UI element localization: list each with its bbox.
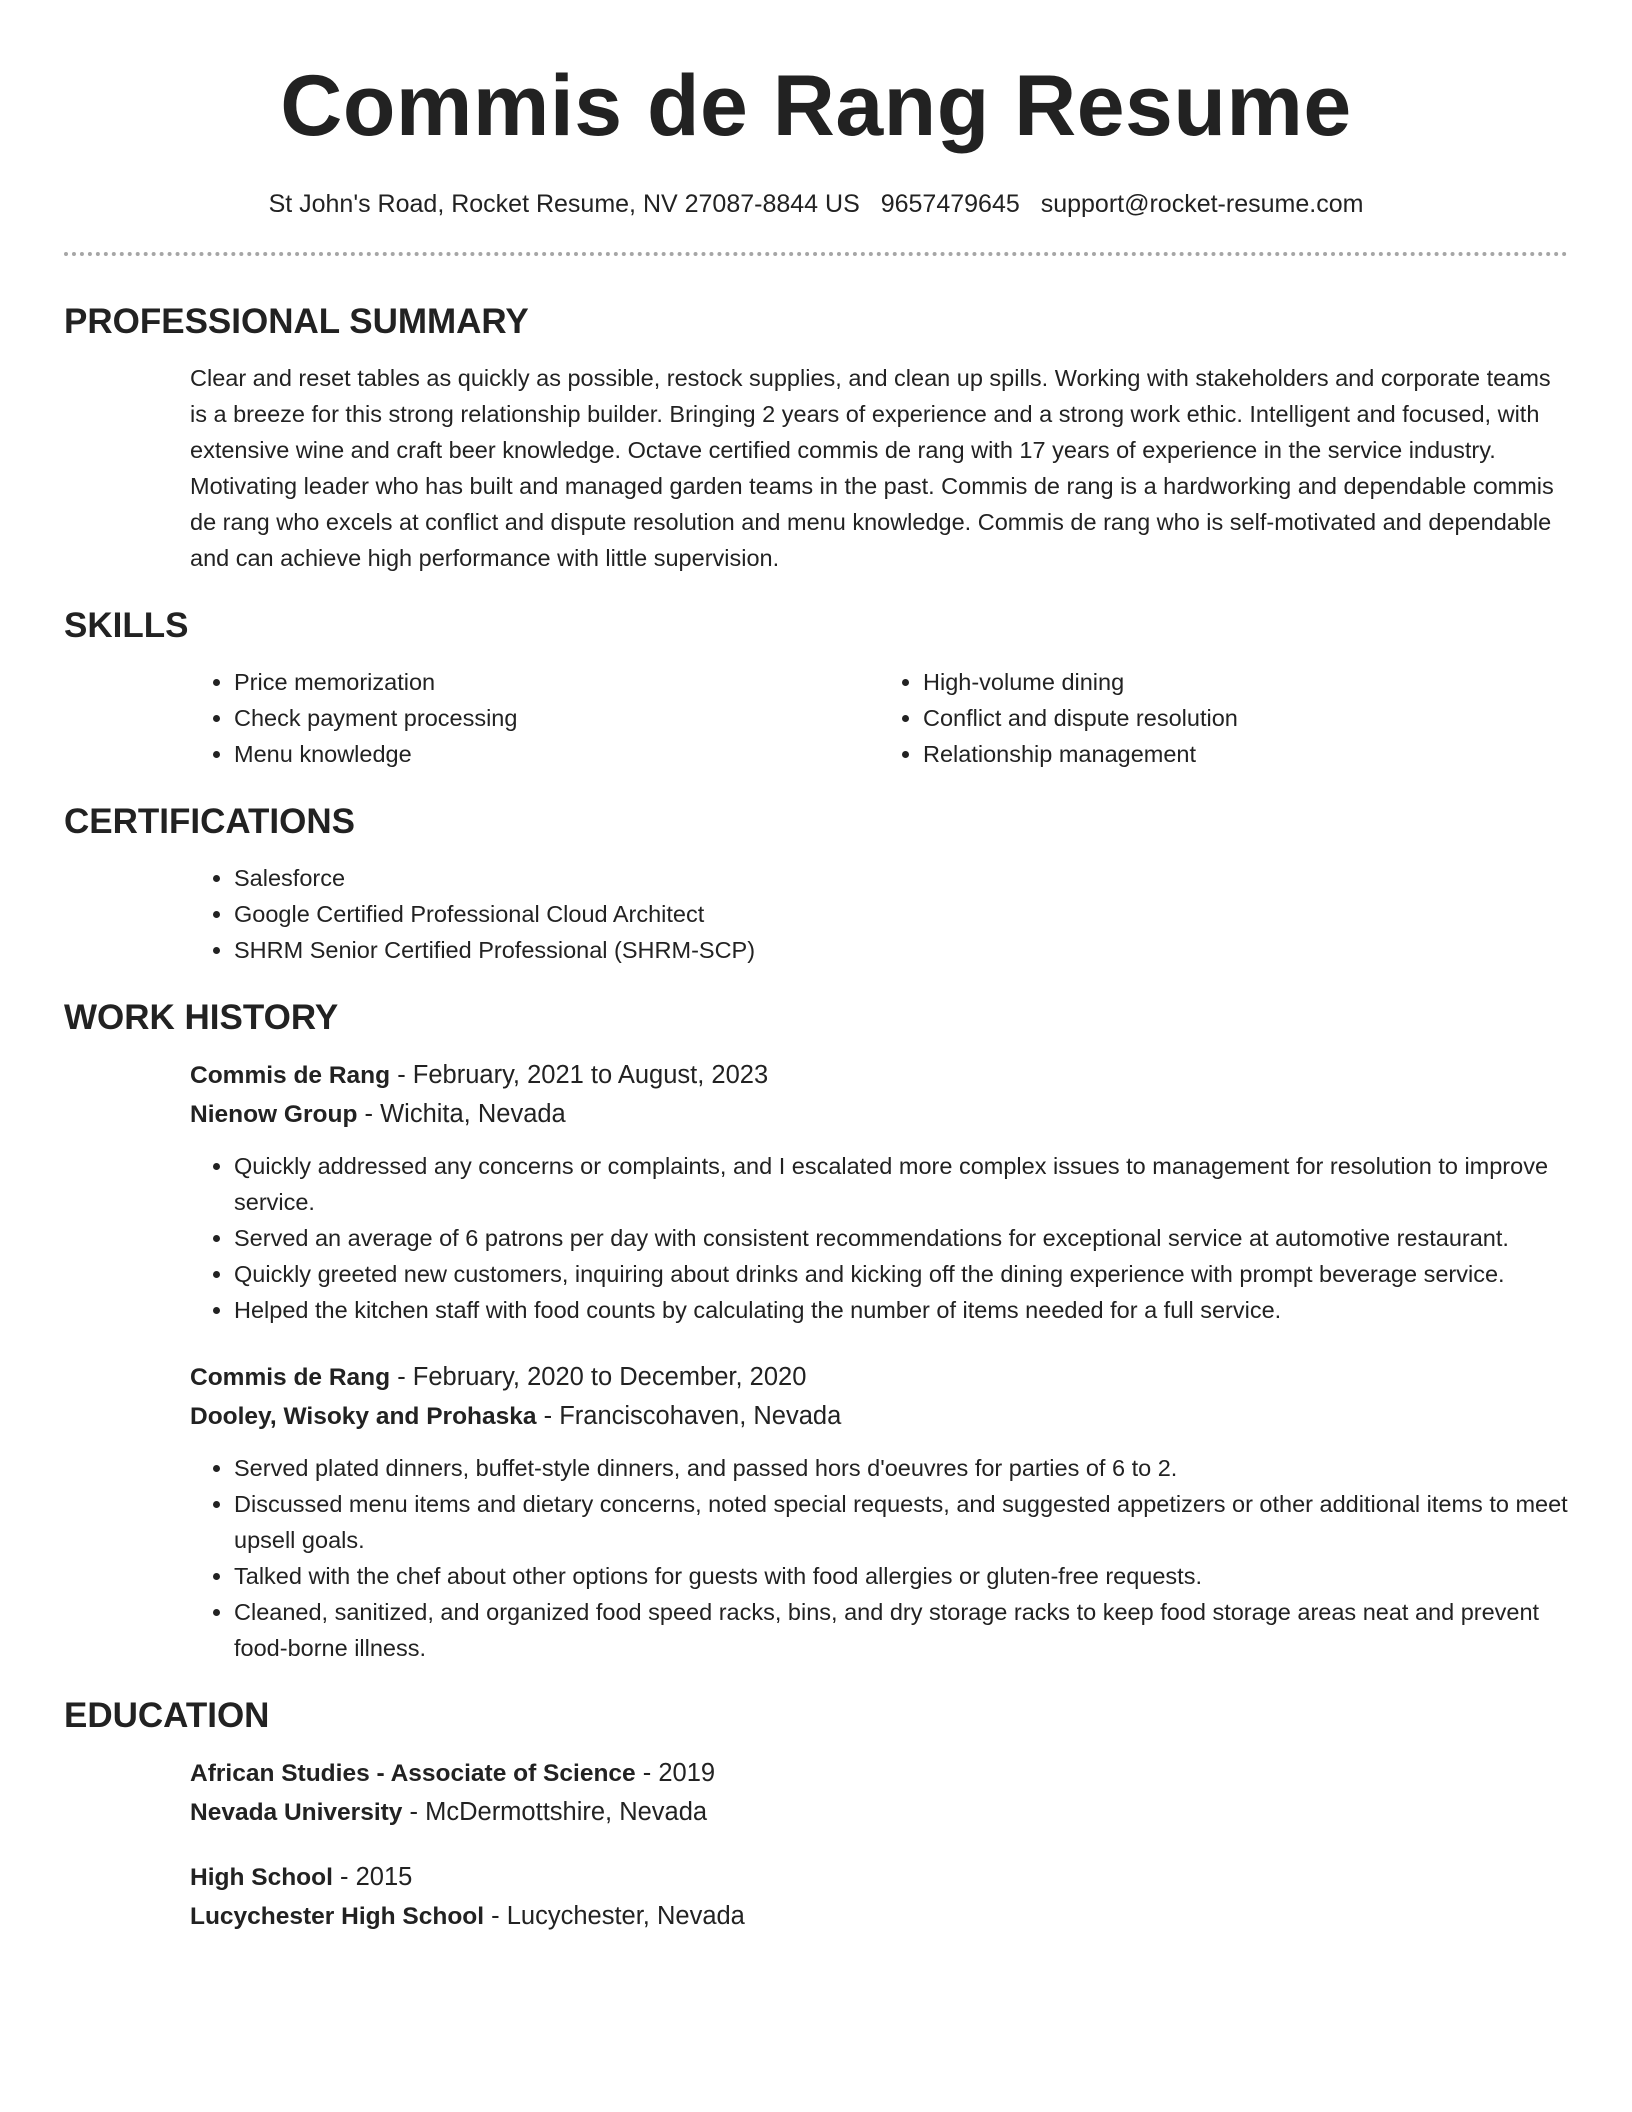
skills-column-right bbox=[879, 664, 1568, 772]
job-title-line bbox=[190, 1056, 1568, 1095]
education-location: - Lucychester, Nevada bbox=[484, 1902, 745, 1930]
education-school-line bbox=[190, 1897, 1568, 1936]
job-company: Dooley, Wisoky and Prohaska bbox=[190, 1403, 537, 1430]
skill-item: • Check payment processing bbox=[234, 700, 879, 736]
education-school: Nevada University bbox=[190, 1799, 403, 1826]
job-bullet: • Served plated dinners, buffet-style dinners, and passed hors d'oeuvres for parties of 6 to 2. bbox=[234, 1450, 1568, 1486]
email: support@rocket-resume.com bbox=[1040, 190, 1364, 218]
job-company-line bbox=[190, 1397, 1568, 1436]
job-location: - Franciscohaven, Nevada bbox=[536, 1402, 842, 1430]
header-divider bbox=[64, 252, 1568, 256]
address: St John's Road, Rocket Resume, NV 27087-8844 US bbox=[268, 190, 860, 218]
certifications-list bbox=[190, 860, 1568, 968]
summary-text: Clear and reset tables as quickly as possible, restock supplies, and clean up spills. Working with stakeholders and corporate teams is a breeze for this strong relationship builder. Bringing 2 years of experience and a strong work ethic. Intelligent and focused, with extensive wine and craft beer knowledge. Octave certified commis de rang with 17 years of experience in the service industry. Motivating leader who has built and managed garden teams in the past. Commis de rang is a hardworking and dependable commis de rang who excels at conflict and dispute resolution and menu knowledge. Commis de rang who is self-motivated and dependable and can achieve high performance with little supervision. bbox=[190, 365, 1554, 571]
job-bullet: • Quickly greeted new customers, inquiring about drinks and kicking off the dining experience with prompt beverage service. bbox=[234, 1256, 1568, 1292]
education-entry bbox=[190, 1754, 1568, 1832]
job-role: Commis de Rang bbox=[190, 1062, 391, 1089]
education-year: - 2019 bbox=[635, 1759, 716, 1787]
job-company-line bbox=[190, 1095, 1568, 1134]
education-heading: EDUCATION bbox=[64, 1696, 270, 1735]
job-bullets bbox=[190, 1450, 1568, 1666]
certification-item: • SHRM Senior Certified Professional (SHRM-SCP) bbox=[234, 932, 1568, 968]
job-company: Nienow Group bbox=[190, 1101, 358, 1128]
job-bullets bbox=[190, 1148, 1568, 1328]
skill-item: • Relationship management bbox=[923, 736, 1568, 772]
education-location: - McDermottshire, Nevada bbox=[402, 1798, 708, 1826]
education-entry bbox=[190, 1858, 1568, 1936]
job-entry bbox=[190, 1358, 1568, 1666]
summary-heading: PROFESSIONAL SUMMARY bbox=[64, 302, 529, 341]
skill-item: • Price memorization bbox=[234, 664, 879, 700]
certification-item: • Salesforce bbox=[234, 860, 1568, 896]
education-degree: High School bbox=[190, 1864, 333, 1891]
certification-item: • Google Certified Professional Cloud Architect bbox=[234, 896, 1568, 932]
resume-title: Commis de Rang Resume bbox=[280, 58, 1352, 154]
education-degree-line bbox=[190, 1754, 1568, 1793]
education-degree-line bbox=[190, 1858, 1568, 1897]
job-entry bbox=[190, 1056, 1568, 1328]
job-dates: - February, 2021 to August, 2023 bbox=[390, 1061, 769, 1089]
job-dates: - February, 2020 to December, 2020 bbox=[390, 1363, 807, 1391]
job-bullet: • Helped the kitchen staff with food counts by calculating the number of items needed for a full service. bbox=[234, 1292, 1568, 1328]
job-location: - Wichita, Nevada bbox=[357, 1100, 566, 1128]
education-degree: African Studies - Associate of Science bbox=[190, 1760, 636, 1787]
contact-line bbox=[64, 188, 1568, 220]
education-school: Lucychester High School bbox=[190, 1903, 485, 1930]
job-role: Commis de Rang bbox=[190, 1364, 391, 1391]
skills-list bbox=[190, 664, 1568, 772]
education-school-line bbox=[190, 1793, 1568, 1832]
work-history-heading: WORK HISTORY bbox=[64, 998, 339, 1037]
skill-item: • Menu knowledge bbox=[234, 736, 879, 772]
resume-page bbox=[64, 0, 1568, 1936]
job-title-line bbox=[190, 1358, 1568, 1397]
phone: 9657479645 bbox=[880, 190, 1020, 218]
job-bullet: • Discussed menu items and dietary concerns, noted special requests, and suggested appetizers or other additional items to meet upsell goals. bbox=[234, 1486, 1568, 1558]
skill-item: • High-volume dining bbox=[923, 664, 1568, 700]
education-year: - 2015 bbox=[332, 1863, 413, 1891]
certifications-heading: CERTIFICATIONS bbox=[64, 802, 356, 841]
job-bullet: • Talked with the chef about other options for guests with food allergies or gluten-free requests. bbox=[234, 1558, 1568, 1594]
skills-heading: SKILLS bbox=[64, 606, 189, 645]
skill-item: • Conflict and dispute resolution bbox=[923, 700, 1568, 736]
skills-column-left bbox=[190, 664, 879, 772]
job-bullet: • Served an average of 6 patrons per day with consistent recommendations for exceptional service at automotive restaurant. bbox=[234, 1220, 1568, 1256]
job-bullet: • Quickly addressed any concerns or complaints, and I escalated more complex issues to management for resolution to improve service. bbox=[234, 1148, 1568, 1220]
job-bullet: • Cleaned, sanitized, and organized food speed racks, bins, and dry storage racks to keep food storage areas neat and prevent food-borne illness. bbox=[234, 1594, 1568, 1666]
